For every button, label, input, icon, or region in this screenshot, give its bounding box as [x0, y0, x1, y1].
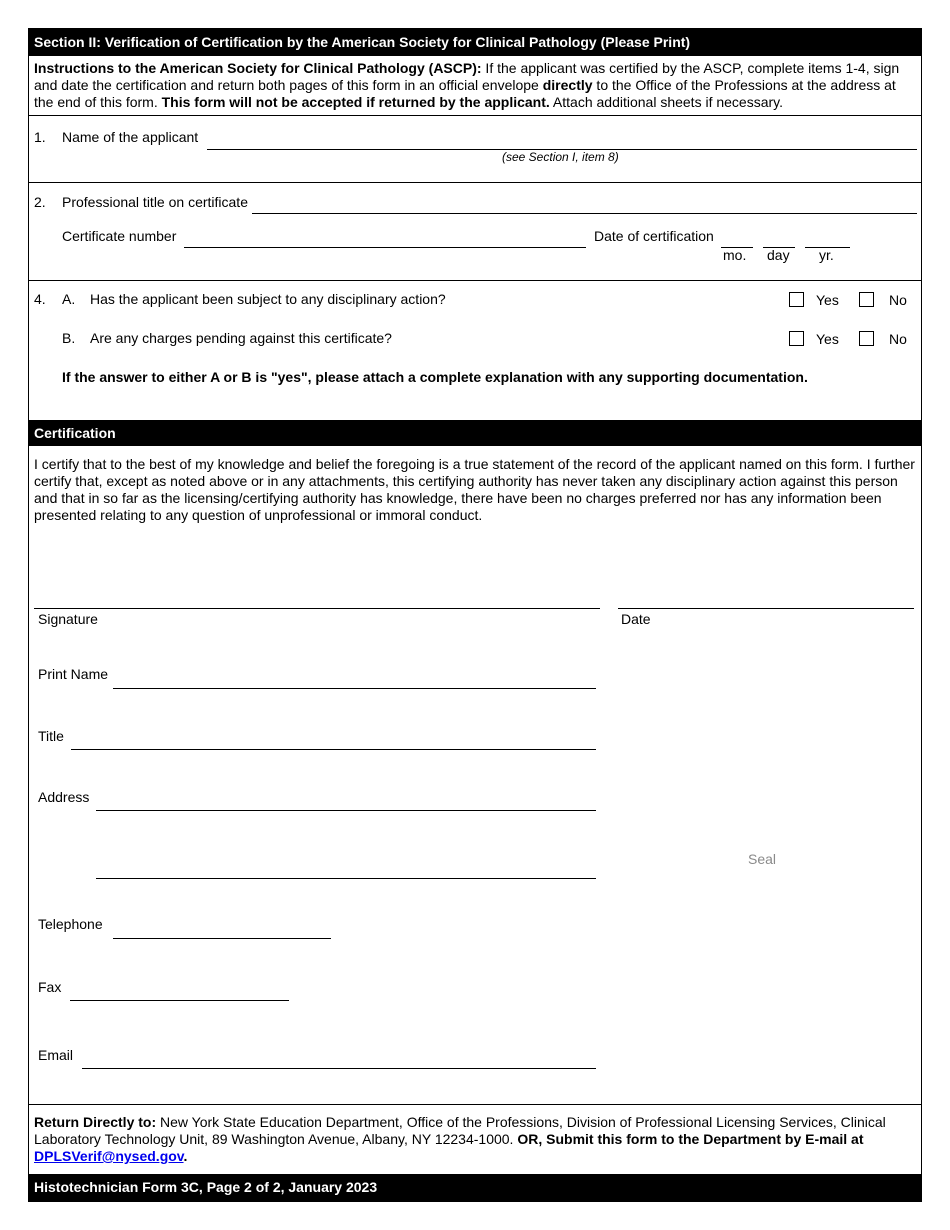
professional-title-field[interactable] — [252, 213, 917, 214]
instructions-text-3: Attach additional sheets if necessary. — [549, 94, 784, 110]
divider — [29, 280, 921, 281]
item-4-note: If the answer to either A or B is "yes", please attach a complete explanation with any supporting documentation. — [62, 369, 808, 385]
email-submit-text: OR, Submit this form to the Department by E-mail at — [517, 1131, 864, 1147]
section-2-title: Section II: Verification of Certification by the American Society for Clinical Pathology (Please Print) — [34, 34, 691, 50]
form-footer — [29, 1174, 921, 1201]
form-id: Histotechnician Form 3C, Page 2 of 2, January 2023 — [34, 1179, 378, 1195]
print-name-field[interactable] — [113, 688, 596, 689]
item-4a-yes-checkbox[interactable] — [789, 292, 804, 307]
date-of-certification-label: Date of certification — [594, 228, 714, 244]
certificate-number-label: Certificate number — [62, 228, 177, 244]
year-label: yr. — [819, 247, 834, 263]
certificate-number-field[interactable] — [184, 247, 586, 248]
item-4a-no-label: No — [889, 292, 907, 308]
divider — [29, 182, 921, 183]
instructions — [34, 60, 916, 111]
email-label: Email — [38, 1047, 74, 1063]
item-4-number: 4. — [34, 291, 46, 307]
telephone-label: Telephone — [38, 916, 103, 932]
fax-label: Fax — [38, 979, 62, 995]
item-4a-letter: A. — [62, 291, 76, 307]
item-2-label: Professional title on certificate — [62, 194, 248, 210]
instructions-text-2: to the Office of the Professions at the address at the end of this form. — [34, 77, 896, 110]
return-instructions — [34, 1114, 916, 1165]
instructions-warning: This form will not be accepted if returned by the applicant. — [161, 94, 550, 110]
submit-email-link[interactable]: DPLSVerif@nysed.gov — [34, 1148, 184, 1164]
signature-field[interactable] — [34, 608, 600, 609]
month-label: mo. — [723, 247, 747, 263]
item-4b-yes-label: Yes — [816, 331, 839, 347]
item-4b-yes-checkbox[interactable] — [789, 331, 804, 346]
instructions-lead: Instructions to the American Society for Clinical Pathology (ASCP): — [34, 60, 482, 76]
item-4a-no-checkbox[interactable] — [859, 292, 874, 307]
divider — [29, 115, 921, 116]
certification-header — [29, 420, 921, 446]
return-address: New York State Education Department, Office of the Professions, Division of Professional Licensing Services, Clinical Laboratory Technology Unit, 89 Washington Avenue, Albany, NY 12234-1000. — [34, 1114, 886, 1147]
signature-label: Signature — [38, 611, 98, 627]
telephone-field[interactable] — [113, 938, 331, 939]
certification-statement: I certify that to the best of my knowledge and belief the foregoing is a true statement of the record of the applicant named on this form. I further certify that, except as noted above or in any attachments, this certifying authority has never taken any disciplinary action against this person and that in so far as the licensing/certifying authority has knowledge, there have been no charges preferred nor has any information been presented relating to any question of unprofessional or immoral conduct. — [34, 456, 915, 523]
address-line-1-field[interactable] — [96, 810, 596, 811]
title-label: Title — [38, 728, 64, 744]
day-label: day — [767, 247, 790, 263]
return-lead: Return Directly to: — [34, 1114, 157, 1130]
instructions-directly: directly — [542, 77, 593, 93]
item-4b-no-checkbox[interactable] — [859, 331, 874, 346]
fax-field[interactable] — [70, 1000, 289, 1001]
email-period: . — [183, 1148, 188, 1164]
item-1-label: Name of the applicant — [62, 129, 199, 145]
title-field[interactable] — [71, 749, 596, 750]
item-4a-yes-label: Yes — [816, 292, 839, 308]
divider — [29, 1104, 921, 1105]
item-4a-question: Has the applicant been subject to any disciplinary action? — [90, 291, 446, 307]
signature-date-label: Date — [621, 611, 651, 627]
item-2-number: 2. — [34, 194, 46, 210]
item-4b-question: Are any charges pending against this certificate? — [90, 330, 392, 346]
instructions-text-1: If the applicant was certified by the ASCP, complete items 1-4, sign and date the certification and return both pages of this form in an official envelope — [34, 60, 900, 93]
item-1-note: (see Section I, item 8) — [502, 150, 619, 164]
certification-title: Certification — [34, 425, 116, 441]
section-2-header — [29, 29, 921, 56]
address-label: Address — [38, 789, 90, 805]
item-1-number: 1. — [34, 129, 46, 145]
email-field[interactable] — [82, 1068, 596, 1069]
item-4b-letter: B. — [62, 330, 76, 346]
item-4b-no-label: No — [889, 331, 907, 347]
address-line-2-field[interactable] — [96, 878, 596, 879]
seal-label: Seal — [748, 851, 777, 867]
signature-date-field[interactable] — [618, 608, 914, 609]
form-page — [28, 28, 922, 1202]
print-name-label: Print Name — [38, 666, 109, 682]
